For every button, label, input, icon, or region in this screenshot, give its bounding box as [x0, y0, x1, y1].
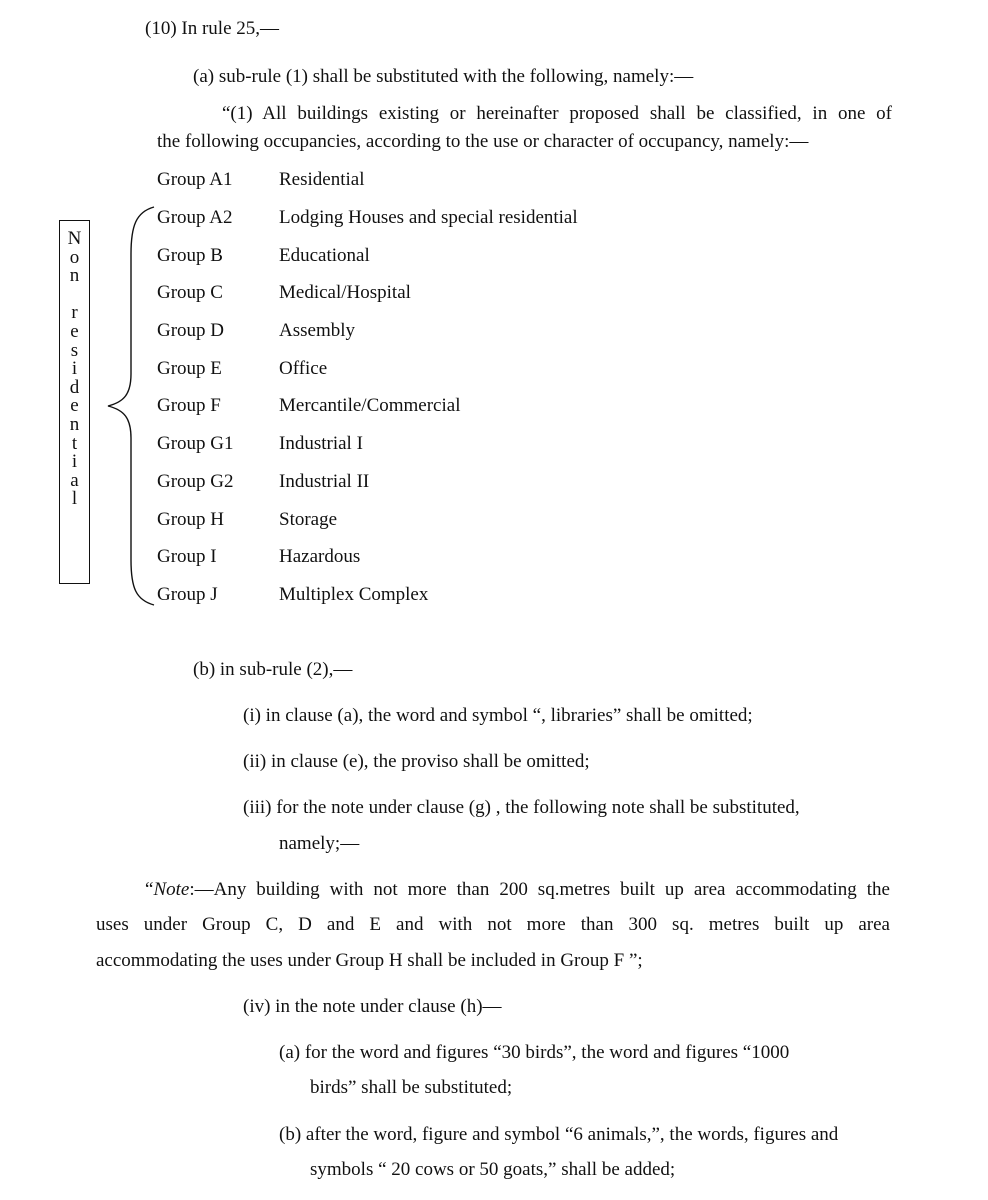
- vertical-label-letter: t: [71, 432, 78, 454]
- group-use: Office: [279, 358, 328, 379]
- group-label: Group G1: [157, 433, 234, 454]
- group-label: Group A2: [157, 207, 233, 228]
- vertical-label-letter: a: [70, 469, 79, 491]
- vertical-label-letter: l: [71, 488, 78, 510]
- quote-line-1: “(1) All buildings existing or hereinafter proposed shall be classified, in one of: [222, 103, 892, 124]
- curly-brace-icon: [104, 204, 156, 608]
- group-label: Group G2: [157, 471, 234, 492]
- clause-b-item-ii: (ii) in clause (e), the proviso shall be omitted;: [243, 751, 590, 772]
- vertical-label-letter: i: [71, 358, 78, 380]
- vertical-label-letter: r: [71, 302, 78, 324]
- group-use: Storage: [279, 509, 338, 530]
- vertical-label-letter: o: [69, 246, 80, 268]
- vertical-label-letter: e: [70, 395, 79, 417]
- group-use: Assembly: [279, 320, 355, 341]
- group-use: Industrial II: [279, 471, 370, 492]
- group-label: Group H: [157, 509, 225, 530]
- quote-line-2: the following occupancies, according to the use or character of occupancy, namely:—: [157, 131, 809, 152]
- group-use: Industrial I: [279, 433, 363, 454]
- group-use: Residential: [279, 169, 365, 190]
- vertical-label-letter: n: [69, 265, 80, 287]
- vertical-label-letter: n: [69, 413, 80, 435]
- clause-b-item-iii: (iii) for the note under clause (g) , the following note shall be substituted,: [243, 797, 800, 818]
- clause-a: (a) sub-rule (1) shall be substituted with the following, namely:—: [193, 66, 694, 87]
- vertical-label-letter: d: [69, 376, 80, 398]
- group-use: Multiplex Complex: [279, 584, 429, 605]
- group-label: Group I: [157, 546, 217, 567]
- clause-iv-b-cont: symbols “ 20 cows or 50 goats,” shall be added;: [310, 1159, 676, 1180]
- clause-iv-a-cont: birds” shall be substituted;: [310, 1077, 513, 1098]
- vertical-label-letters: [60, 230, 89, 509]
- vertical-label-letter: s: [70, 339, 79, 361]
- vertical-label-letter: e: [70, 320, 79, 342]
- clause-b: (b) in sub-rule (2),—: [193, 659, 353, 680]
- clause-b-item-iii-cont: namely;—: [279, 833, 360, 854]
- vertical-label-letter: i: [71, 451, 78, 473]
- note-text: :—Any building with not more than 200 sq.metres built up area accommodating the: [189, 879, 890, 900]
- group-use: Lodging Houses and special residential: [279, 207, 578, 228]
- group-use: Hazardous: [279, 546, 361, 567]
- group-label: Group E: [157, 358, 222, 379]
- vertical-label-letter: N: [67, 228, 82, 249]
- group-label: Group F: [157, 395, 221, 416]
- group-label: Group A1: [157, 169, 233, 190]
- group-use: Educational: [279, 245, 370, 266]
- group-label: Group B: [157, 245, 223, 266]
- note-line-2: uses under Group C, D and E and with not more than 300 sq. metres built up area: [96, 914, 890, 935]
- group-use: Mercantile/Commercial: [279, 395, 461, 416]
- group-label: Group J: [157, 584, 218, 605]
- group-label: Group C: [157, 282, 223, 303]
- note-line-3: accommodating the uses under Group H shall be included in Group F ”;: [96, 950, 643, 971]
- clause-iv-b: (b) after the word, figure and symbol “6 animals,”, the words, figures and: [279, 1124, 839, 1145]
- rule-heading: (10) In rule 25,—: [145, 18, 280, 39]
- group-label: Group D: [157, 320, 225, 341]
- note-label: Note: [153, 879, 190, 900]
- note-line-1: [145, 880, 890, 899]
- non-residential-vertical-label: [59, 220, 90, 584]
- clause-b-item-i: (i) in clause (a), the word and symbol “, libraries” shall be omitted;: [243, 705, 753, 726]
- group-use: Medical/Hospital: [279, 282, 411, 303]
- clause-iv: (iv) in the note under clause (h)—: [243, 996, 502, 1017]
- clause-iv-a: (a) for the word and figures “30 birds”, the word and figures “1000: [279, 1042, 790, 1063]
- note-open-quote: “: [145, 879, 154, 900]
